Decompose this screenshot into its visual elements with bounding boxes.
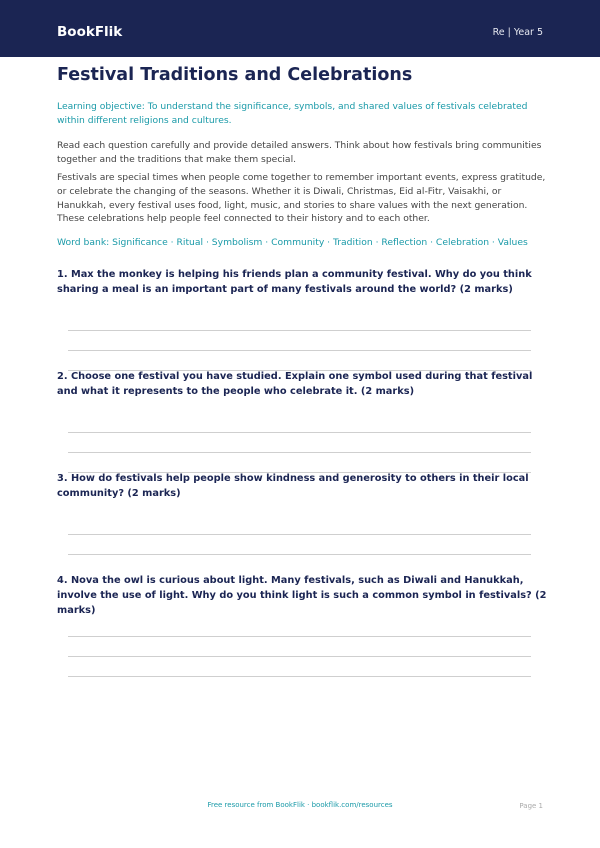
question-text: 1. Max the monkey is helping his friends plan a community festival. Why do you think sharing a meal is an important part of many festivals around the world? (2 marks) — [57, 269, 532, 296]
instructions-text: Read each question carefully and provide detailed answers. Think about how festivals bring communities together and the traditions that make them special. — [57, 140, 542, 165]
question-1 — [57, 267, 547, 297]
question-2 — [57, 369, 547, 399]
question-text: 3. How do festivals help people show kindness and generosity to others in their local community? (2 marks) — [57, 473, 529, 500]
intro-paragraph: Festivals are special times when people come together to remember important events, express gratitude, or celebrate the changing of the seasons. Whether it is Diwali, Christmas, Eid al-Fitr, Vaisakhi, or Hanukkah, every festival uses food, light, music, and stories to share values with the next generation. These celebrations help people feel connected to their history and to each other. — [57, 172, 546, 225]
answer-line[interactable] — [68, 554, 531, 555]
header-bar — [0, 0, 600, 57]
answer-line[interactable] — [68, 534, 531, 535]
answer-line[interactable] — [68, 636, 531, 637]
page-number: Page 1 — [519, 802, 543, 810]
word-bank: Word bank: Significance · Ritual · Symbolism · Community · Tradition · Reflection · Celebration · Values — [57, 237, 528, 248]
footer-text: Free resource from BookFlik · bookflik.com/resources — [207, 801, 393, 809]
answer-line[interactable] — [68, 676, 531, 677]
page-title: Festival Traditions and Celebrations — [57, 65, 413, 85]
learning-objective: Learning objective: To understand the significance, symbols, and shared values of festivals celebrated within different religions and cultures. — [57, 101, 528, 126]
question-3 — [57, 471, 547, 501]
answer-line[interactable] — [68, 452, 531, 453]
brand-logo: BookFlik — [57, 24, 123, 40]
question-4 — [57, 573, 547, 619]
question-text: 4. Nova the owl is curious about light. Many festivals, such as Diwali and Hanukkah, involve the use of light. Why do you think light is such a common symbol in festivals? (2 marks) — [57, 575, 547, 617]
answer-line[interactable] — [68, 432, 531, 433]
question-text: 2. Choose one festival you have studied. Explain one symbol used during that festival and what it represents to the people who celebrate it. (2 marks) — [57, 371, 533, 398]
answer-line[interactable] — [68, 350, 531, 351]
subject-year-label: Re | Year 5 — [492, 27, 543, 38]
answer-line[interactable] — [68, 656, 531, 657]
answer-line[interactable] — [68, 330, 531, 331]
